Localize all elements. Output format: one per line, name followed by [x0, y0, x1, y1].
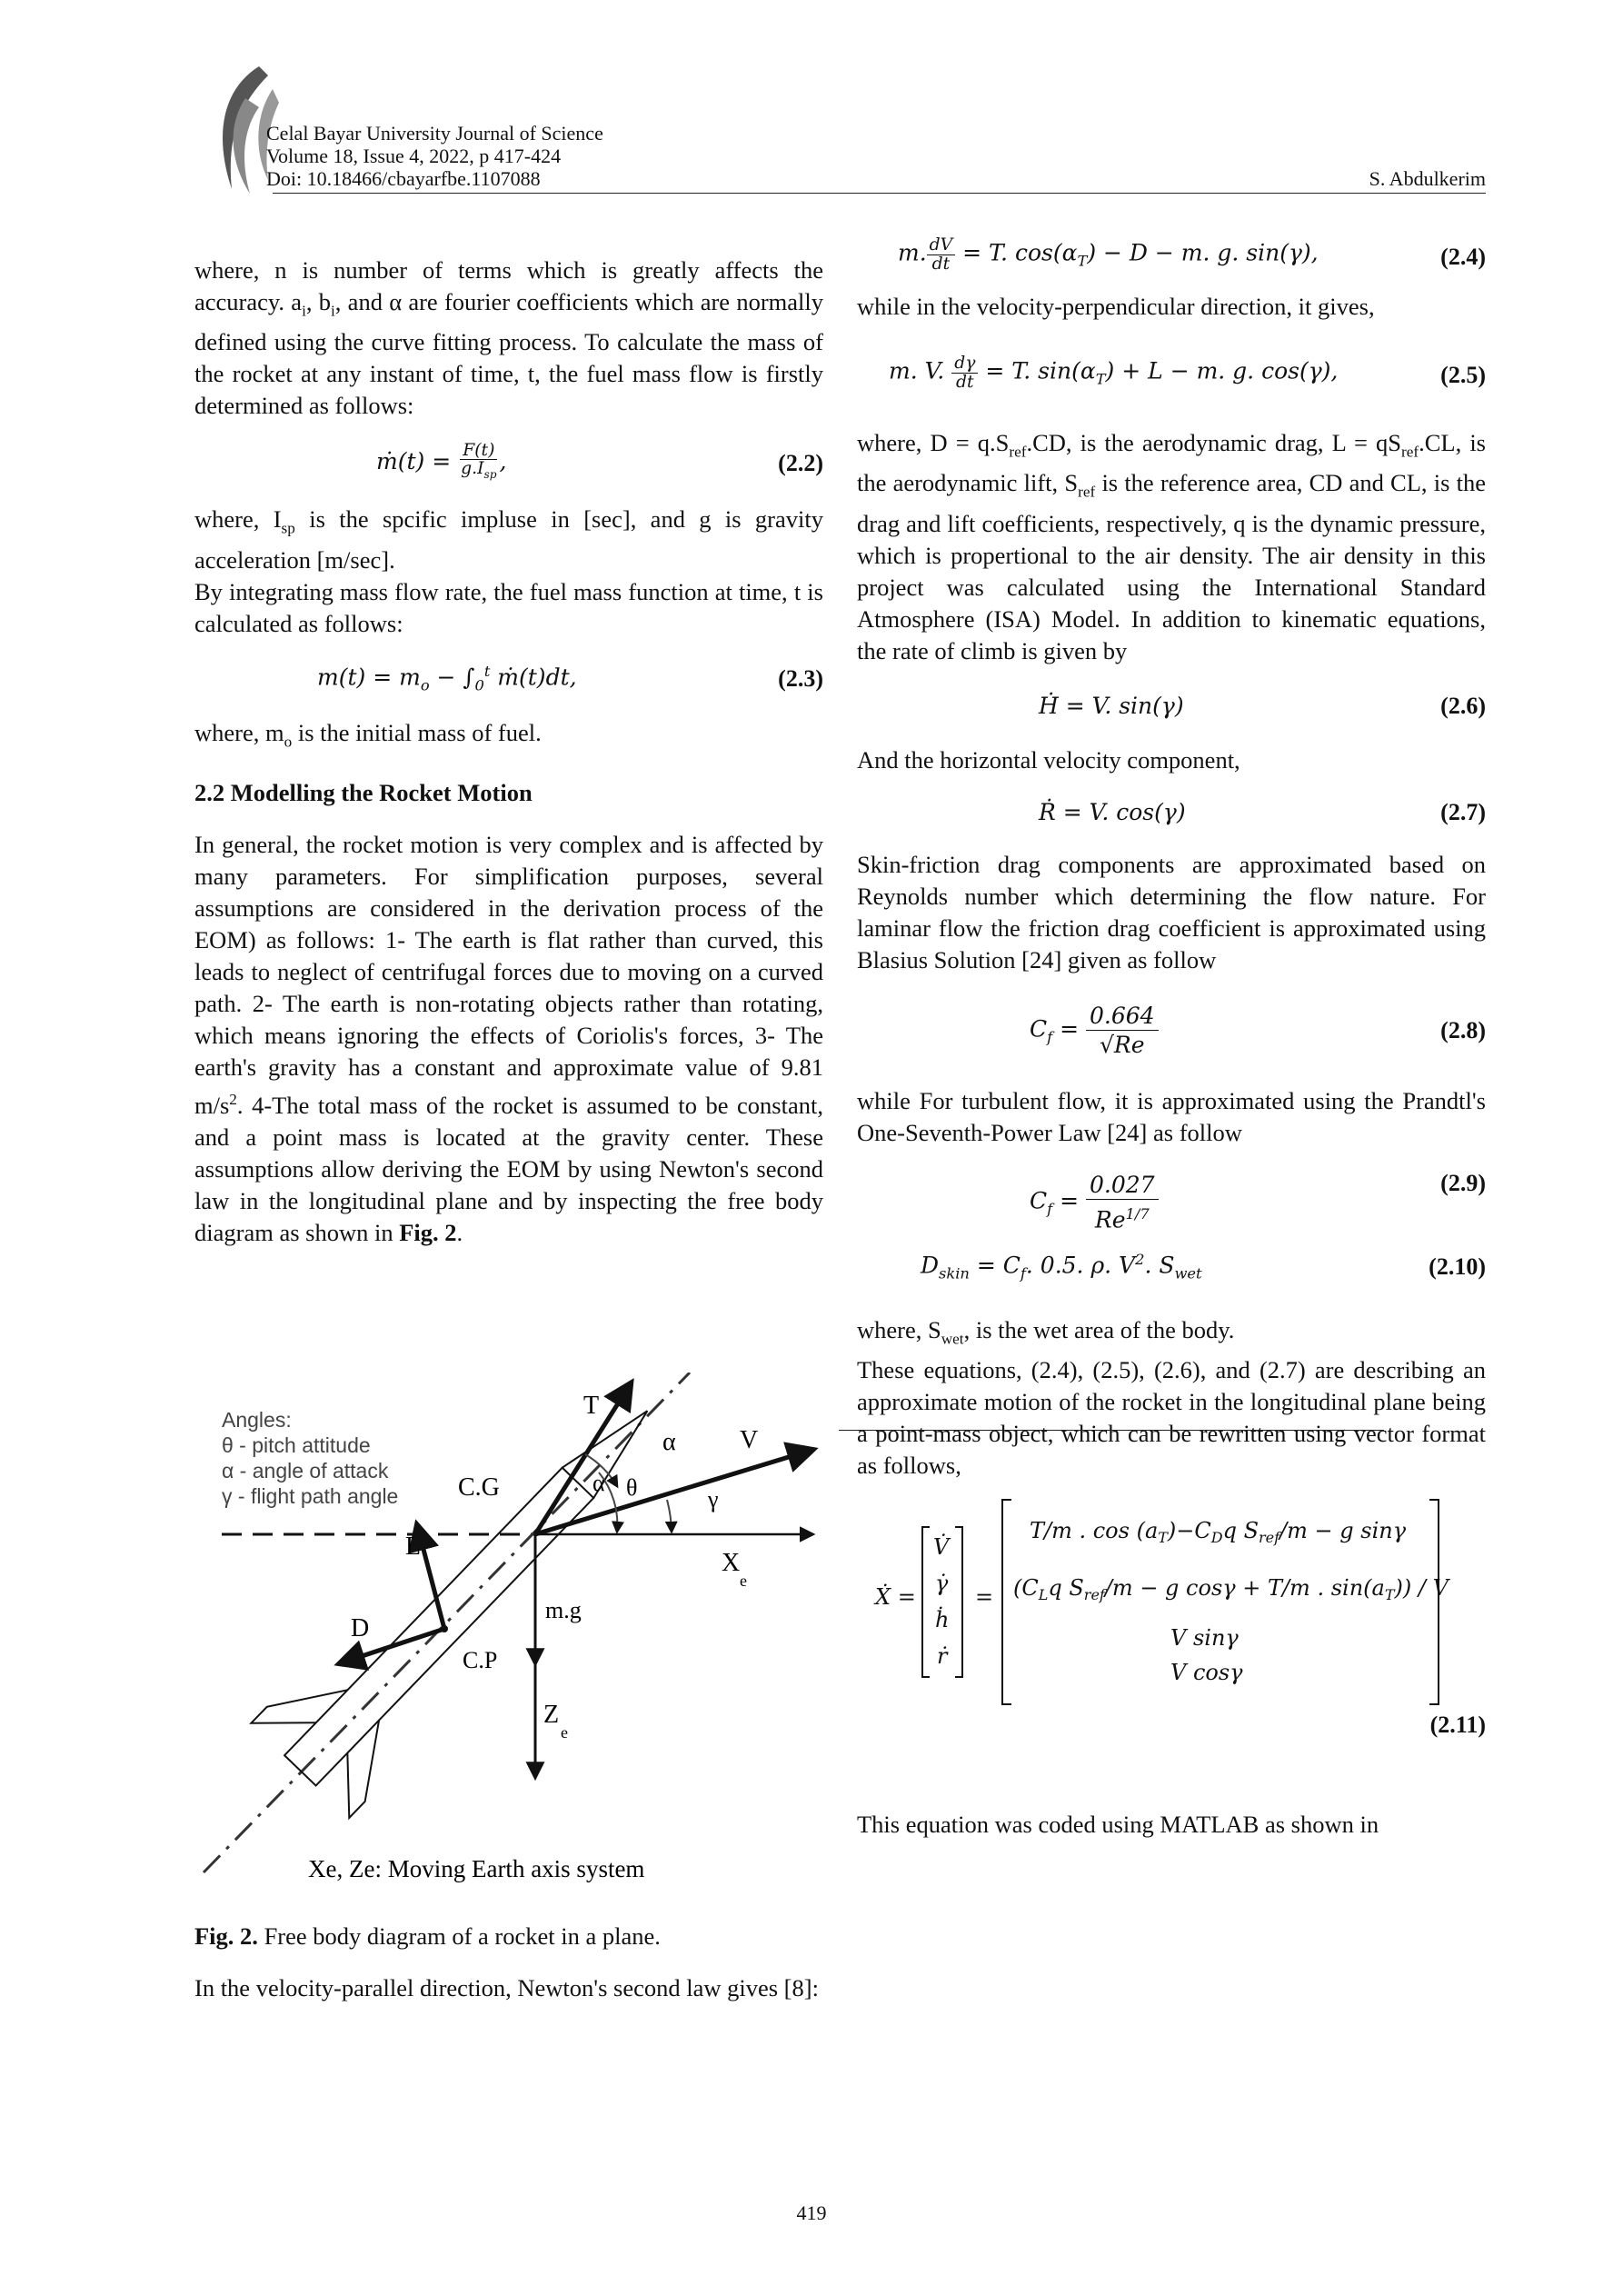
axis-system-note: Xe, Ze: Moving Earth axis system — [308, 1855, 645, 1882]
svg-text:V cosγ: V cosγ — [1170, 1659, 1243, 1685]
journal-info — [266, 122, 603, 190]
equation-number: (2.8) — [1440, 1017, 1486, 1044]
paragraph: And the horizontal velocity component, — [857, 745, 1240, 774]
label-gamma: γ — [708, 1486, 719, 1512]
label-x-subscript: e — [740, 1572, 747, 1590]
free-body-diagram — [194, 1373, 823, 1918]
paragraph: where, $m_o$ is the initial mass of fuel. — [194, 718, 542, 750]
equation-2-10: $D_{skin} = C_f$. 0.5. ρ. $V^2$. $S_{wet}$ (2.10) — [921, 1250, 1486, 1283]
svg-text:ḣ: ḣ — [935, 1606, 950, 1632]
label-alpha-outer: α — [662, 1428, 676, 1456]
equation-2-2: ṁ(t) = $\frac{F(t)}{g.I_{sp}}$ , (2.2) — [376, 440, 823, 482]
paragraph: These equations, (2.4), (2.5), (2.6), and (2.7) are describing an approximate motion of the rocket in the longitudinal plane being a point-mass object, which can be rewritten using vector format as follows, — [857, 1355, 1486, 1479]
left-column — [194, 255, 823, 1249]
label-velocity: V — [740, 1426, 759, 1454]
label-theta: θ — [626, 1474, 638, 1501]
svg-text:ṙ: ṙ — [937, 1642, 948, 1669]
equation-number: (2.3) — [778, 664, 823, 692]
label-cp: C.P — [463, 1647, 498, 1673]
equation-2-11 — [857, 1482, 1486, 1709]
paragraph: where, $I_{sp}$ is the spcific impluse in [sec], and g is gravity acceleration [m/sec]. — [194, 505, 823, 574]
paragraph: This equation was coded using MATLAB as shown in — [857, 1810, 1379, 1838]
legend-title: Angles: — [222, 1408, 292, 1432]
svg-text:Ẋ =: Ẋ = — [875, 1583, 916, 1610]
equation-2-11-number-row — [857, 1709, 1486, 1745]
equation-2-3: $m(t) = m_o - \int_0^t$ ṁ(t)dt, (2.3) — [317, 662, 823, 694]
legend-theta: θ - pitch attitude — [222, 1433, 371, 1457]
equation-2-7: Ṙ = V. cos(γ) (2.7) — [857, 776, 1486, 849]
label-z: Z — [543, 1701, 560, 1729]
svg-text:T/m . cos (aT)−CDq Sref/m − g: T/m . $\cos (a_T)-C_Dq$ $S_{ref}/m - g$ sinγ — [1030, 1517, 1407, 1546]
equation-number: (2.7) — [1440, 799, 1486, 826]
equation-2-5: m. V. $\frac{d\gamma}{dt}$ = T. $\sin(\alpha_T) + L - m$. g. cos(γ), (2.5) — [889, 354, 1486, 392]
paragraph: Skin-friction drag components are approximated based on Reynolds number which determining the flow nature. For laminar flow the friction drag coefficient is approximated using Blasius Solution [24] given as follow — [857, 850, 1486, 973]
journal-volume: Volume 18, Issue 4, 2022, p 417-424 — [266, 145, 562, 167]
state-vector-matrix — [857, 1482, 1486, 1709]
equation-2-4: m. $\frac{dV}{dt}$ = T. $\cos(\alpha_T) - D - m$. g. sin(γ), (2.4) — [898, 235, 1486, 274]
equation-number: (2.2) — [778, 449, 823, 476]
figure-caption: Fig. 2. Free body diagram of a rocket in a plane. — [194, 1922, 661, 1950]
svg-text:(CLq Sref/m − g cosγ + T/m . s: ($C_Lq$ $S_{ref}/m - g$ cosγ + T/m . $\sin(a_T)$) / V — [1013, 1574, 1449, 1603]
equation-number: (2.9) — [1440, 1169, 1486, 1196]
equation-number: (2.4) — [1440, 244, 1486, 270]
journal-name: Celal Bayar University Journal of Science — [266, 122, 603, 145]
svg-text:γ̇: γ̇ — [935, 1570, 949, 1596]
label-alpha-inner: α — [592, 1470, 605, 1496]
page-number: 419 — [796, 2201, 827, 2224]
paragraph: while For turbulent flow, it is approximated using the Prandtl's One-Seventh-Power Law [24] as follow — [857, 1086, 1486, 1146]
label-lift: L — [405, 1532, 422, 1561]
header-author: S. Abdulkerim — [1369, 167, 1486, 190]
label-z-subscript: e — [561, 1723, 568, 1742]
journal-doi: Doi: 10.18466/cbayarfbe.1107088 — [266, 167, 541, 190]
legend-alpha: α - angle of attack — [222, 1459, 389, 1482]
right-column — [857, 223, 1486, 1841]
equation-2-8: $C_f$ = $\frac{0.664}{√Re}$ (2.8) — [1030, 1002, 1486, 1059]
cp-point — [441, 1625, 448, 1632]
paragraph: In the velocity-parallel direction, Newton's second law gives [8]: — [194, 1974, 819, 2002]
page-header — [195, 56, 1486, 202]
rocket-diagram — [194, 1373, 823, 1918]
paragraph: where, $D = q.S_{ref}.CD$, is the aerodynamic drag, $L = qS_{ref}.CL$, is the aerodynamic lift, $S_{ref}$ is the reference area, CD and CL, is the drag and lift coefficients, respectively, q is the dynamic pressure, which is propertional to the air density. The air density in this project was calculated using the International Standard Atmosphere (ISA) Model. In addition to kinematic equations, the rate of climb is given by — [857, 429, 1486, 664]
label-cg: C.G — [458, 1473, 500, 1502]
paragraph: In general, the rocket motion is very complex and is affected by many parameters. For simplification purposes, several assumptions are considered in the derivation process of the EOM) as follows: 1- The earth is flat rather than curved, this leads to neglect of centrifugal forces due to moving on a curved path. 2- The earth is non-rotating objects rather than rotating, which means ignoring the effects of Coriolis's forces, 3- The earth's gravity has a constant and approximate value of 9.81 $m/s^2$. 4-The total mass of the rocket is assumed to be constant, and a point mass is located at the gravity center. These assumptions allow deriving the EOM by using Newton's second law in the longitudinal plane and by inspecting the free body diagram as shown in Fig. 2. — [194, 830, 823, 1246]
equation-2-9: $C_f$ = $\frac{0.027}{Re^{1/7}}$ (2.9) — [857, 1160, 1486, 1246]
paragraph: where, n is number of terms which is greatly affects the accuracy. $a_i$, $b_i$, and α are fourier coefficients which are normally defined using the curve fitting process. To calculate the mass of the rocket at any instant of time, t, the fuel mass flow is firstly determined as follows: — [194, 256, 823, 420]
paragraph: By integrating mass flow rate, the fuel mass function at time, t is calculated as follows: — [194, 577, 823, 637]
svg-text:V sinγ: V sinγ — [1170, 1624, 1239, 1651]
gamma-arc — [667, 1500, 672, 1532]
equation-number: (2.5) — [1440, 362, 1486, 388]
legend-gamma: γ - flight path angle — [222, 1484, 399, 1508]
velocity-arrow — [535, 1450, 812, 1534]
section-heading: 2.2 Modelling the Rocket Motion — [194, 778, 533, 806]
svg-text:=: = — [975, 1583, 994, 1610]
equation-2-6: Ḣ = V. sin(γ) (2.6) — [857, 667, 1486, 744]
svg-text:V̇: V̇ — [933, 1533, 950, 1560]
equation-number: (2.11) — [1429, 1711, 1486, 1738]
paragraph: while in the velocity-perpendicular direction, it gives, — [857, 293, 1375, 320]
label-drag: D — [351, 1614, 370, 1642]
label-thrust: T — [583, 1392, 600, 1420]
header-rule — [273, 193, 1486, 194]
equation-number: (2.6) — [1440, 692, 1486, 719]
label-weight: m.g — [545, 1597, 582, 1623]
label-x: X — [722, 1549, 741, 1577]
equation-rule — [839, 1430, 1384, 1431]
equation-number: (2.10) — [1429, 1253, 1486, 1280]
paragraph: where, $S_{wet}$, is the wet area of the body. — [857, 1315, 1235, 1347]
